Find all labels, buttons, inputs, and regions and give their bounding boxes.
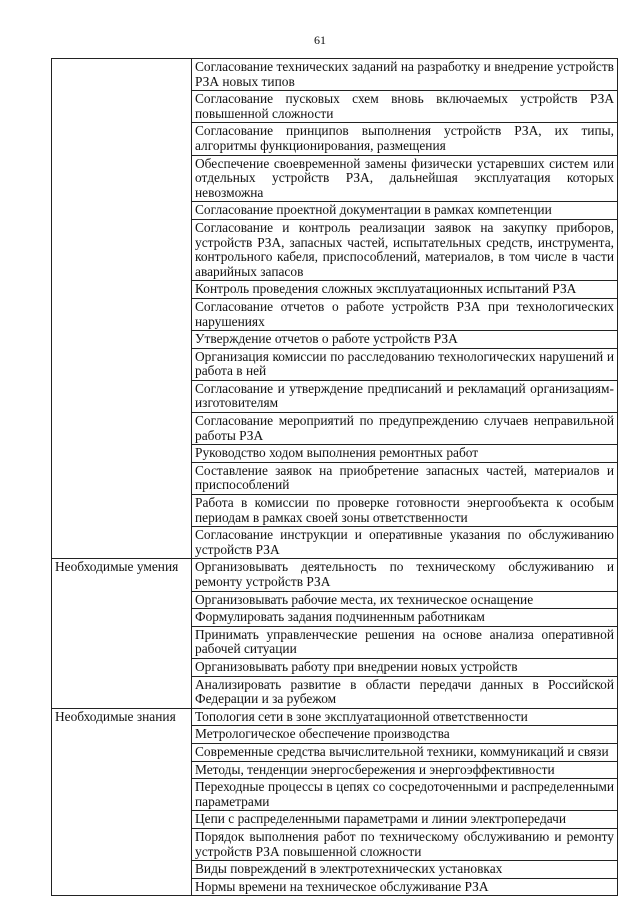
- requirement-item: Порядок выполнения работ по техническому обслуживанию и ремонту устройств РЗА повышенной сложности: [192, 828, 618, 860]
- table-row: [52, 559, 618, 591]
- requirement-item: Современные средства вычислительной техники, коммуникаций и связи: [192, 743, 618, 761]
- section-heading: [52, 59, 192, 559]
- requirement-item: Топология сети в зоне эксплуатационной ответственности: [192, 708, 618, 726]
- requirement-item: Согласование и утверждение предписаний и рекламаций организациям-изготовителям: [192, 380, 618, 412]
- requirement-item: Анализировать развитие в области передачи данных в Российской Федерации и за рубежом: [192, 676, 618, 708]
- requirement-item: Формулировать задания подчиненным работникам: [192, 609, 618, 627]
- requirement-item: Цепи с распределенными параметрами и линии электропередачи: [192, 811, 618, 829]
- requirement-item: Методы, тенденции энергосбережения и энергоэффективности: [192, 761, 618, 779]
- requirement-item: Составление заявок на приобретение запасных частей, материалов и приспособлений: [192, 462, 618, 494]
- section-heading: Необходимые умения: [52, 559, 192, 708]
- requirement-item: Контроль проведения сложных эксплуатационных испытаний РЗА: [192, 281, 618, 299]
- requirement-item: Организация комиссии по расследованию технологических нарушений и работа в ней: [192, 348, 618, 380]
- requirement-item: Принимать управленческие решения на основе анализа оперативной рабочей ситуации: [192, 626, 618, 658]
- requirement-item: Согласование инструкции и оперативные указания по обслуживанию устройств РЗА: [192, 527, 618, 559]
- requirement-item: Утверждение отчетов о работе устройств РЗА: [192, 331, 618, 349]
- requirements-table: [51, 58, 618, 896]
- requirement-item: Организовывать работу при внедрении новых устройств: [192, 658, 618, 676]
- requirement-item: Согласование отчетов о работе устройств РЗА при технологических нарушениях: [192, 298, 618, 330]
- requirement-item: Согласование принципов выполнения устройств РЗА, их типы, алгоритмы функционирования, размещения: [192, 123, 618, 155]
- requirement-item: Виды повреждений в электротехнических установках: [192, 861, 618, 879]
- requirements-table-body: [52, 59, 618, 896]
- requirement-item: Согласование проектной документации в рамках компетенции: [192, 202, 618, 220]
- requirement-item: Организовывать деятельность по техническому обслуживанию и ремонту устройств РЗА: [192, 559, 618, 591]
- requirement-item: Обеспечение своевременной замены физически устаревших систем или отдельных устройств РЗА, дальнейшая эксплуатация которых невозможна: [192, 155, 618, 202]
- requirement-item: Работа в комиссии по проверке готовности энергообъекта к особым периодам в рамках своей зоны ответственности: [192, 495, 618, 527]
- table-row: [52, 708, 618, 726]
- requirement-item: Согласование пусковых схем вновь включаемых устройств РЗА повышенной сложности: [192, 91, 618, 123]
- requirement-item: Руководство ходом выполнения ремонтных работ: [192, 445, 618, 463]
- requirement-item: Переходные процессы в цепях со сосредоточенными и распределенными параметрами: [192, 779, 618, 811]
- table-row: [52, 59, 618, 91]
- requirement-item: Метрологическое обеспечение производства: [192, 726, 618, 744]
- requirement-item: Согласование технических заданий на разработку и внедрение устройств РЗА новых типов: [192, 59, 618, 91]
- section-heading: Необходимые знания: [52, 708, 192, 896]
- requirement-item: Согласование мероприятий по предупреждению случаев неправильной работы РЗА: [192, 413, 618, 445]
- requirement-item: Организовывать рабочие места, их техническое оснащение: [192, 591, 618, 609]
- requirement-item: Согласование и контроль реализации заявок на закупку приборов, устройств РЗА, запасных частей, испытательных средств, инструмента, контрольного кабеля, приспособлений, материалов, в том числе в части аварийных запасов: [192, 219, 618, 280]
- requirement-item: Нормы времени на техническое обслуживание РЗА: [192, 878, 618, 896]
- page-number: 61: [314, 33, 326, 47]
